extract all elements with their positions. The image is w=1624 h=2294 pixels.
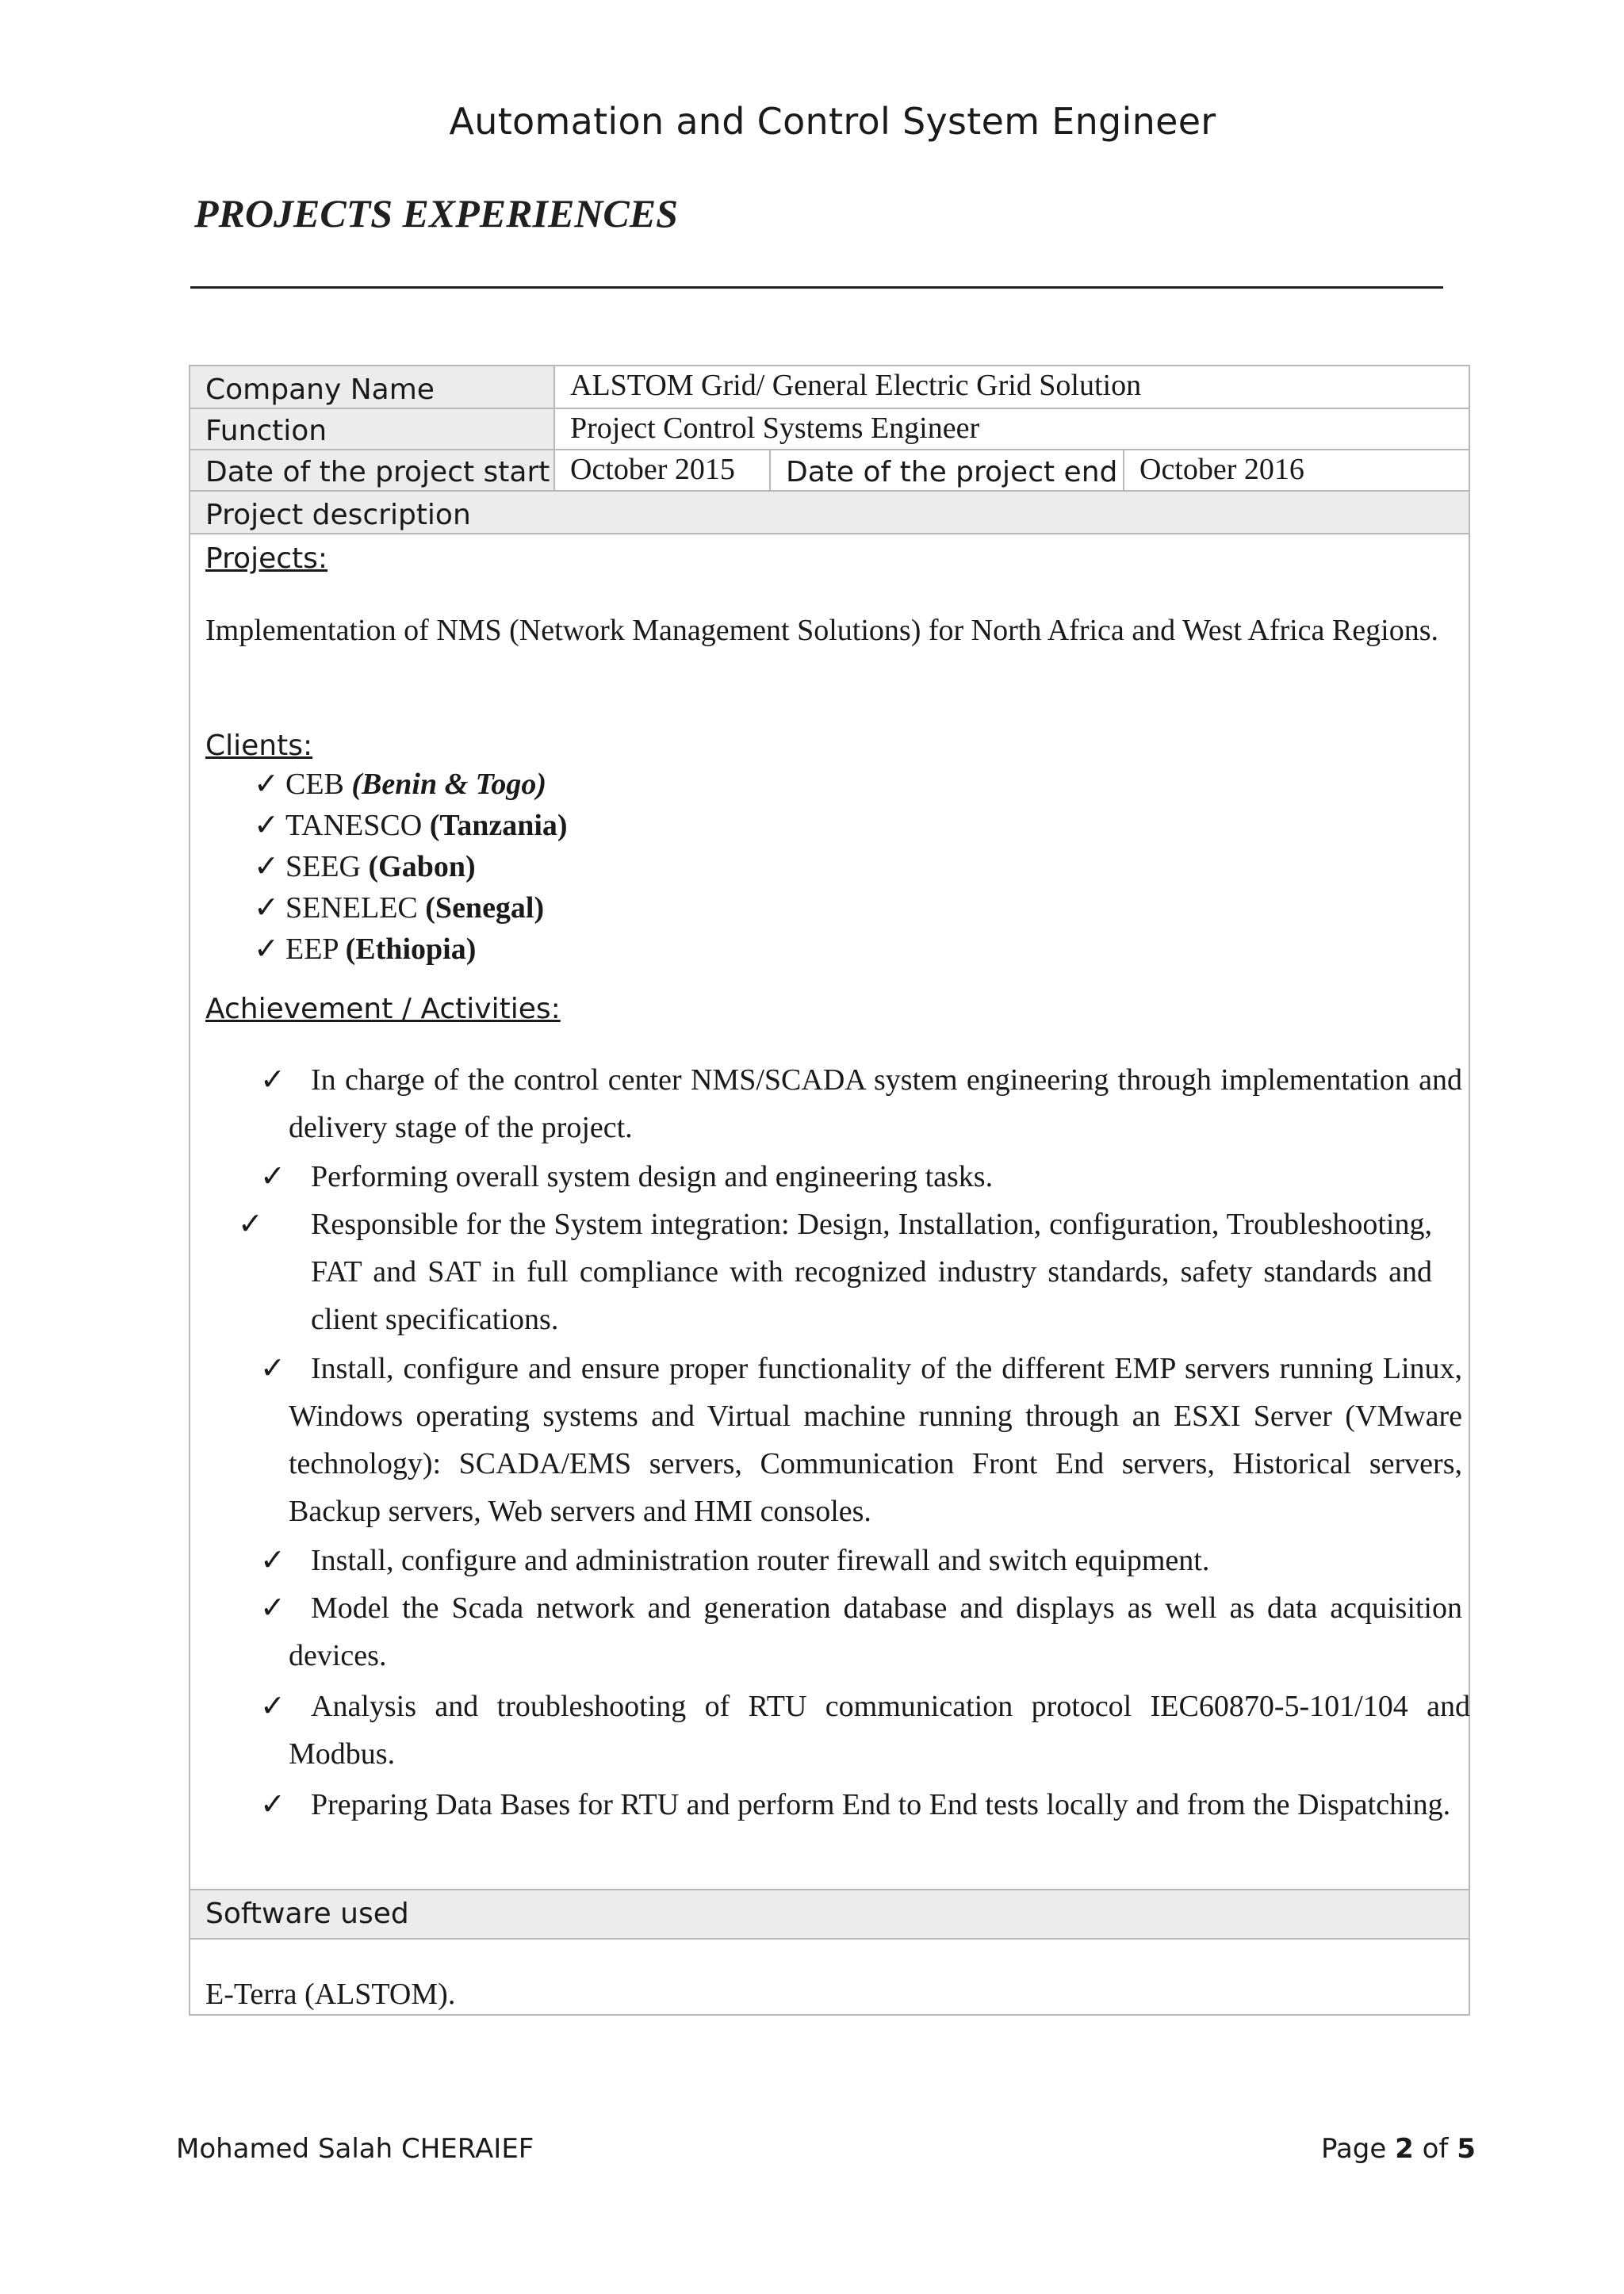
end-date-label: Date of the project end [786,456,1118,488]
achievement-item: ✓ Analysis and troubleshooting of RTU communication protocol IEC60870-5-101/104 and Modbus. [289,1683,1470,1778]
start-value-cell [555,450,771,490]
software-value: E-Terra (ALSTOM). [205,1978,456,2011]
achievement-item: ✓ Preparing Data Bases for RTU and perform End to End tests locally and from the Dispatching. [289,1781,1470,1829]
achievement-item: ✓ Model the Scada network and generation database and displays as well as data acquisition devices. [289,1584,1462,1679]
start-date-label: Date of the project start [205,456,550,488]
company-value-cell [555,366,1469,408]
software-header-row [190,1889,1469,1940]
function-value-cell [555,409,1469,449]
check-icon: ✓ [260,1160,285,1193]
footer-author: Mohamed Salah CHERAIEF [176,2133,534,2165]
check-icon: ✓ [254,891,279,925]
company-value: ALSTOM Grid/ General Electric Grid Solution [570,369,1142,402]
function-row [190,409,1469,450]
function-label: Function [205,415,327,447]
description-label: Project description [205,499,471,531]
end-date-value: October 2016 [1139,453,1304,486]
check-icon: ✓ [260,1690,285,1723]
client-item: ✓ CEB (Benin & Togo) [254,768,547,801]
check-icon: ✓ [260,1591,285,1625]
client-item: ✓ EEP (Ethiopia) [254,933,477,966]
dates-row [190,450,1469,492]
description-body [190,536,1469,1889]
footer-page-number: Page 2 of 5 [1321,2133,1476,2165]
client-item: ✓ SENELEC (Senegal) [254,891,545,925]
projects-text: Implementation of NMS (Network Management Solutions) for North Africa and West Africa Regions. [205,614,1438,647]
achievement-item: ✓ In charge of the control center NMS/SCADA system engineering through implementation and delivery stage of the project. [289,1056,1462,1151]
check-icon: ✓ [254,768,279,801]
end-value-cell [1124,450,1469,490]
achievement-item: ✓ Install, configure and administration router firewall and switch equipment. [289,1537,1462,1584]
check-icon: ✓ [254,933,279,966]
projects-heading: Projects: [205,542,328,575]
check-icon: ✓ [260,1544,285,1577]
achievements-heading: Achievement / Activities: [205,993,561,1025]
company-row [190,366,1469,409]
end-label-cell [771,450,1124,490]
client-item: ✓ TANESCO (Tanzania) [254,809,568,842]
section-divider [190,286,1443,289]
document-header-title: Automation and Control System Engineer [449,100,1216,143]
check-icon: ✓ [238,1208,263,1241]
start-date-value: October 2015 [570,453,735,486]
achievement-item: ✓ Install, configure and ensure proper functionality of the different EMP servers running Linux, Windows operating systems and Virtual machine running through an ESXI Server (VMware technology): SCADA/EMS servers, Communication Front End servers, Historical servers, Backup servers, Web servers and HMI consoles. [289,1345,1462,1535]
company-label-cell [190,366,555,408]
check-icon: ✓ [254,850,279,883]
section-title: PROJECTS EXPERIENCES [194,191,678,236]
check-icon: ✓ [260,1352,285,1385]
software-label: Software used [205,1898,409,1930]
achievement-item: ✓ Performing overall system design and engineering tasks. [289,1153,1462,1201]
achievement-item: ✓ Responsible for the System integration: Design, Installation, configuration, Troubleshooting, FAT and SAT in full compliance with recognized industry standards, safety standards and client specifications. [311,1201,1432,1343]
check-icon: ✓ [260,1788,285,1821]
function-value: Project Control Systems Engineer [570,412,980,445]
start-label-cell [190,450,555,490]
description-header-row [190,492,1469,534]
check-icon: ✓ [254,809,279,842]
company-label: Company Name [205,373,435,406]
project-table [189,365,1470,2016]
clients-heading: Clients: [205,730,313,762]
check-icon: ✓ [260,1063,285,1097]
function-label-cell [190,409,555,449]
client-item: ✓ SEEG (Gabon) [254,850,476,883]
